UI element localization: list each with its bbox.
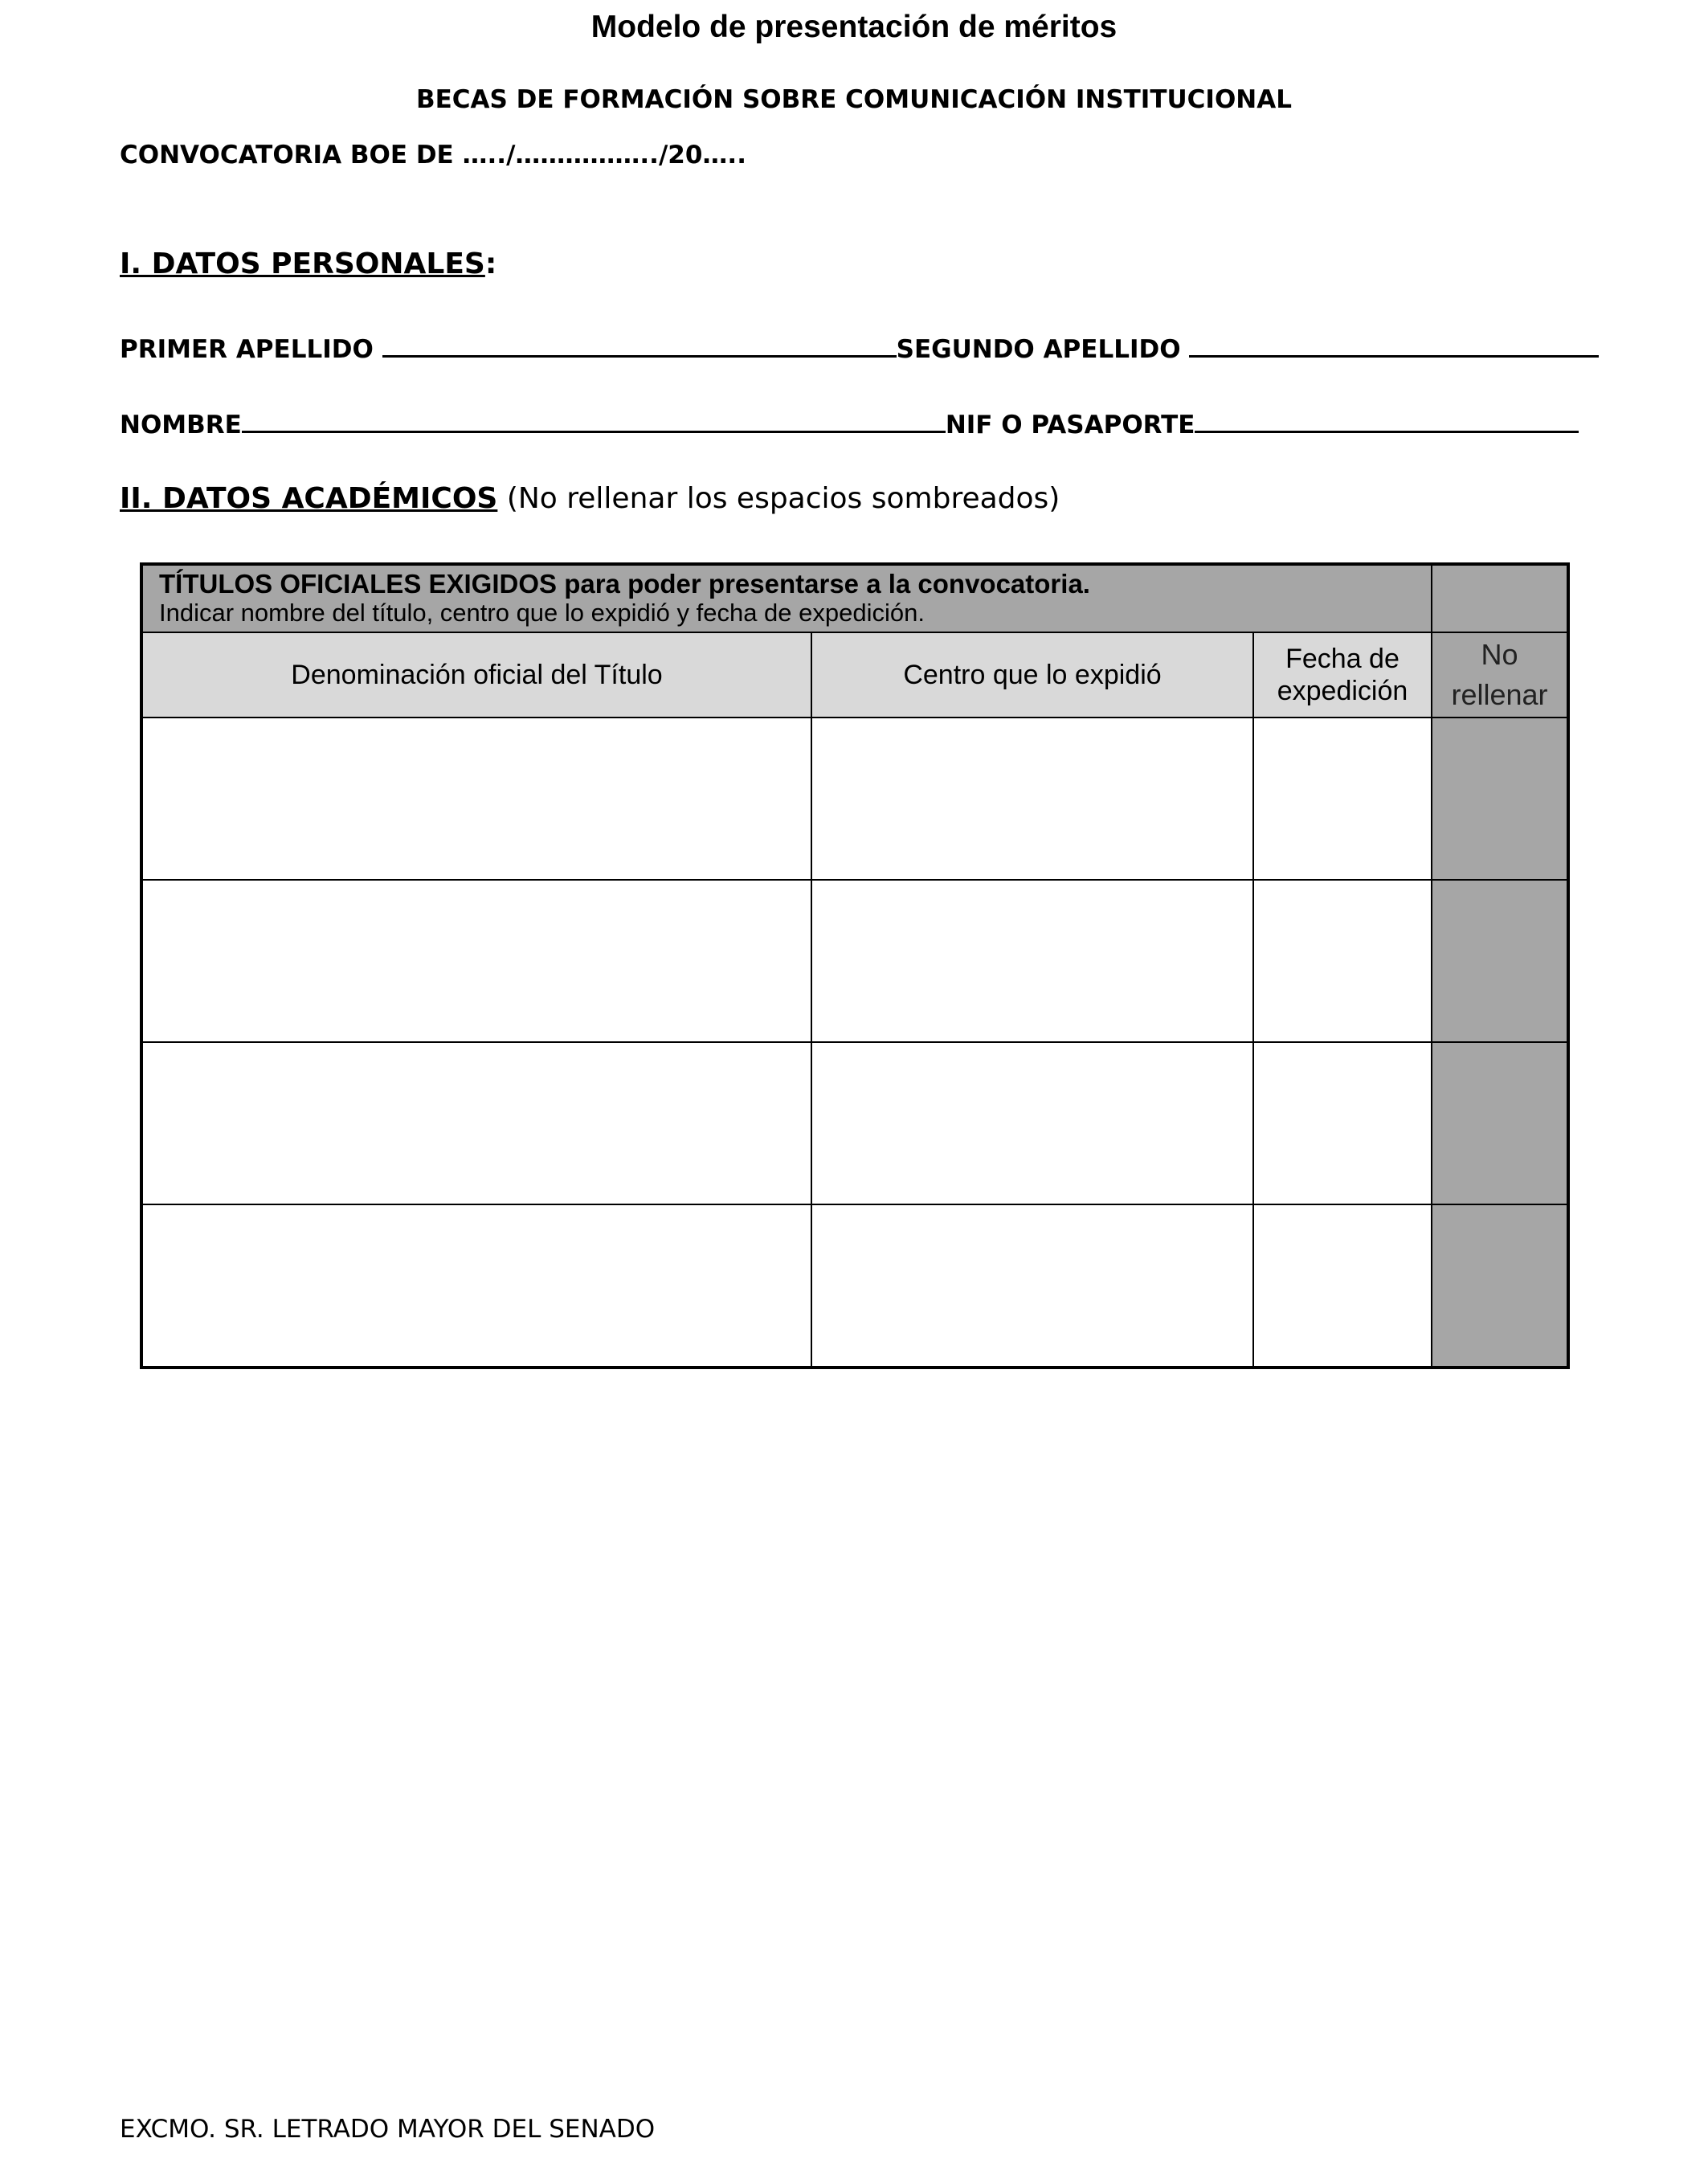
- centro-cell[interactable]: [811, 1042, 1253, 1204]
- col-no-line1: No: [1481, 638, 1518, 671]
- table-header-shaded-cell: [1432, 564, 1568, 632]
- titles-table: [140, 562, 1570, 1369]
- col-denominacion: Denominación oficial del Título: [141, 632, 811, 718]
- convocatoria-line: CONVOCATORIA BOE DE …../……………../20…..: [120, 141, 746, 170]
- name-row: [120, 407, 1579, 440]
- centro-cell[interactable]: [811, 718, 1253, 880]
- denominacion-cell[interactable]: [141, 1204, 811, 1368]
- section-personal-colon: :: [484, 247, 497, 280]
- table-row: [141, 718, 1568, 880]
- denominacion-cell[interactable]: [141, 880, 811, 1042]
- shaded-cell: [1432, 880, 1568, 1042]
- table-row: [141, 1204, 1568, 1368]
- section-academic-data: [120, 482, 1060, 515]
- nombre-field[interactable]: [242, 407, 946, 433]
- section-personal-data: [120, 247, 496, 280]
- table-header-row: [141, 564, 1568, 632]
- fecha-cell[interactable]: [1253, 880, 1432, 1042]
- col-no-line2: rellenar: [1451, 678, 1548, 711]
- surnames-row: [120, 331, 1599, 364]
- fecha-cell[interactable]: [1253, 1204, 1432, 1368]
- shaded-cell: [1432, 1204, 1568, 1368]
- section-academic-heading: II. DATOS ACADÉMICOS: [120, 482, 498, 515]
- table-row: [141, 880, 1568, 1042]
- column-header-row: [141, 632, 1568, 718]
- segundo-apellido-field[interactable]: [1189, 331, 1599, 358]
- fecha-cell[interactable]: [1253, 718, 1432, 880]
- table-header-instructions: Indicar nombre del título, centro que lo expidió y fecha de expedición.: [159, 599, 925, 627]
- footer-addressee: EXCMO. SR. LETRADO MAYOR DEL SENADO: [120, 2115, 656, 2144]
- table-row: [141, 1042, 1568, 1204]
- col-fecha-line2: expedición: [1277, 676, 1408, 706]
- centro-cell[interactable]: [811, 880, 1253, 1042]
- nif-field[interactable]: [1195, 407, 1579, 433]
- primer-apellido-field[interactable]: [382, 331, 897, 358]
- section-personal-heading: I. DATOS PERSONALES: [120, 247, 485, 280]
- document-title: Modelo de presentación de méritos: [590, 10, 1118, 44]
- shaded-cell: [1432, 718, 1568, 880]
- segundo-apellido-label: SEGUNDO APELLIDO: [896, 335, 1181, 364]
- denominacion-cell[interactable]: [141, 1042, 811, 1204]
- denominacion-cell[interactable]: [141, 718, 811, 880]
- table-header-cell: [141, 564, 1432, 632]
- col-fecha-line1: Fecha de: [1285, 644, 1399, 674]
- col-no-rellenar: [1432, 632, 1568, 718]
- col-centro: Centro que lo expidió: [811, 632, 1253, 718]
- shaded-cell: [1432, 1042, 1568, 1204]
- centro-cell[interactable]: [811, 1204, 1253, 1368]
- section-academic-note: (No rellenar los espacios sombreados): [506, 482, 1060, 515]
- fecha-cell[interactable]: [1253, 1042, 1432, 1204]
- primer-apellido-label: PRIMER APELLIDO: [120, 335, 374, 364]
- col-fecha: [1253, 632, 1432, 718]
- nif-label: NIF O PASAPORTE: [945, 411, 1195, 440]
- table-header-title: TÍTULOS OFICIALES EXIGIDOS para poder presentarse a la convocatoria.: [159, 569, 1090, 599]
- nombre-label: NOMBRE: [120, 411, 242, 440]
- document-subtitle: BECAS DE FORMACIÓN SOBRE COMUNICACIÓN INSTITUCIONAL: [416, 85, 1292, 114]
